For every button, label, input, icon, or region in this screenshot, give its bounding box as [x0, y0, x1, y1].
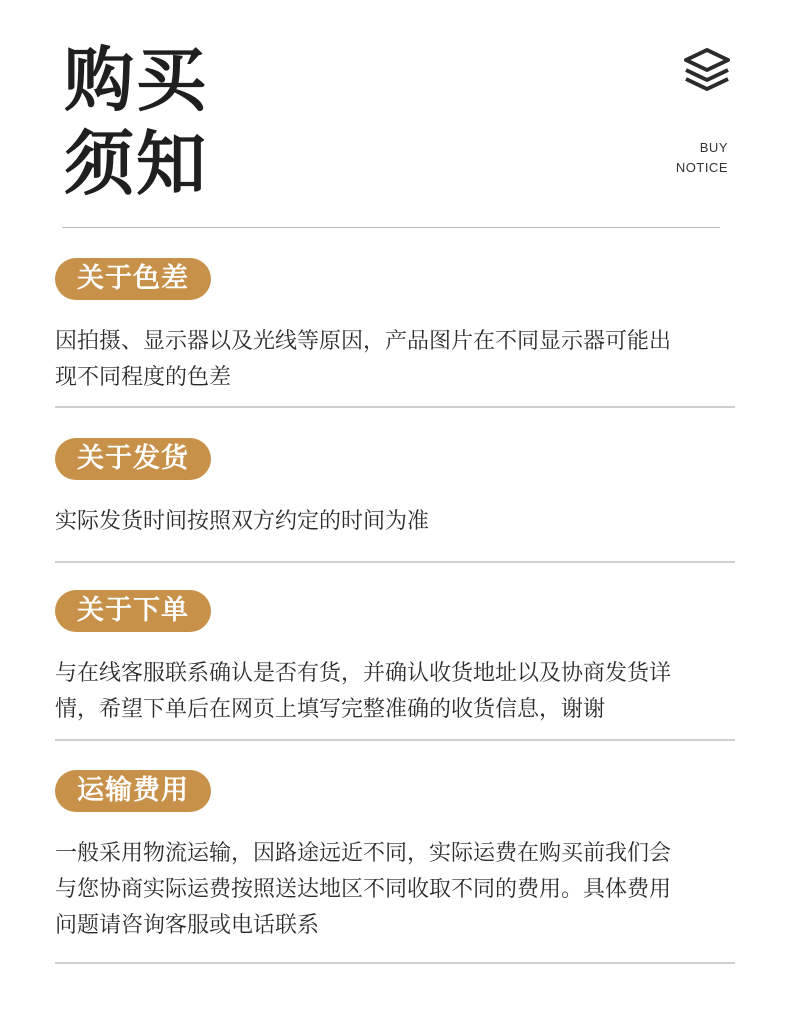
- body-line: 实际发货时间按照双方约定的时间为准: [55, 509, 430, 534]
- section-divider: [55, 739, 735, 741]
- section-heading-color-difference: 关于色差: [55, 258, 211, 300]
- page-title-line-1: 购买: [64, 39, 208, 121]
- body-line: 现不同程度的色差: [55, 365, 232, 390]
- section-divider: [55, 561, 735, 563]
- stacked-layers-icon: [684, 48, 730, 92]
- section-divider: [55, 962, 735, 964]
- section-body-color-difference: [55, 324, 735, 396]
- section-heading-shipping: 关于发货: [55, 438, 211, 480]
- section-heading-ordering: 关于下单: [55, 590, 211, 632]
- body-line: 情，希望下单后在网页上填写完整准确的收货信息，谢谢: [55, 697, 606, 722]
- section-body-shipping-cost: [55, 836, 735, 944]
- notice-label: NOTICE: [675, 160, 728, 175]
- section-body-ordering: [55, 656, 735, 728]
- page-title: [64, 38, 208, 206]
- section-divider: [55, 406, 735, 408]
- section-heading-shipping-cost: 运输费用: [55, 770, 211, 812]
- section-body-shipping: [55, 504, 735, 540]
- header-divider: [62, 227, 720, 228]
- body-line: 问题请咨询客服或电话联系: [55, 913, 320, 938]
- buy-label: BUY: [699, 140, 728, 155]
- body-line: 与在线客服联系确认是否有货，并确认收货地址以及协商发货详: [55, 661, 672, 686]
- body-line: 因拍摄、显示器以及光线等原因，产品图片在不同显示器可能出: [55, 329, 672, 354]
- buy-notice-label: [676, 138, 728, 178]
- body-line: 与您协商实际运费按照送达地区不同收取不同的费用。具体费用: [55, 877, 672, 902]
- page-title-line-2: 须知: [64, 123, 208, 205]
- body-line: 一般采用物流运输，因路途远近不同，实际运费在购买前我们会: [55, 841, 672, 866]
